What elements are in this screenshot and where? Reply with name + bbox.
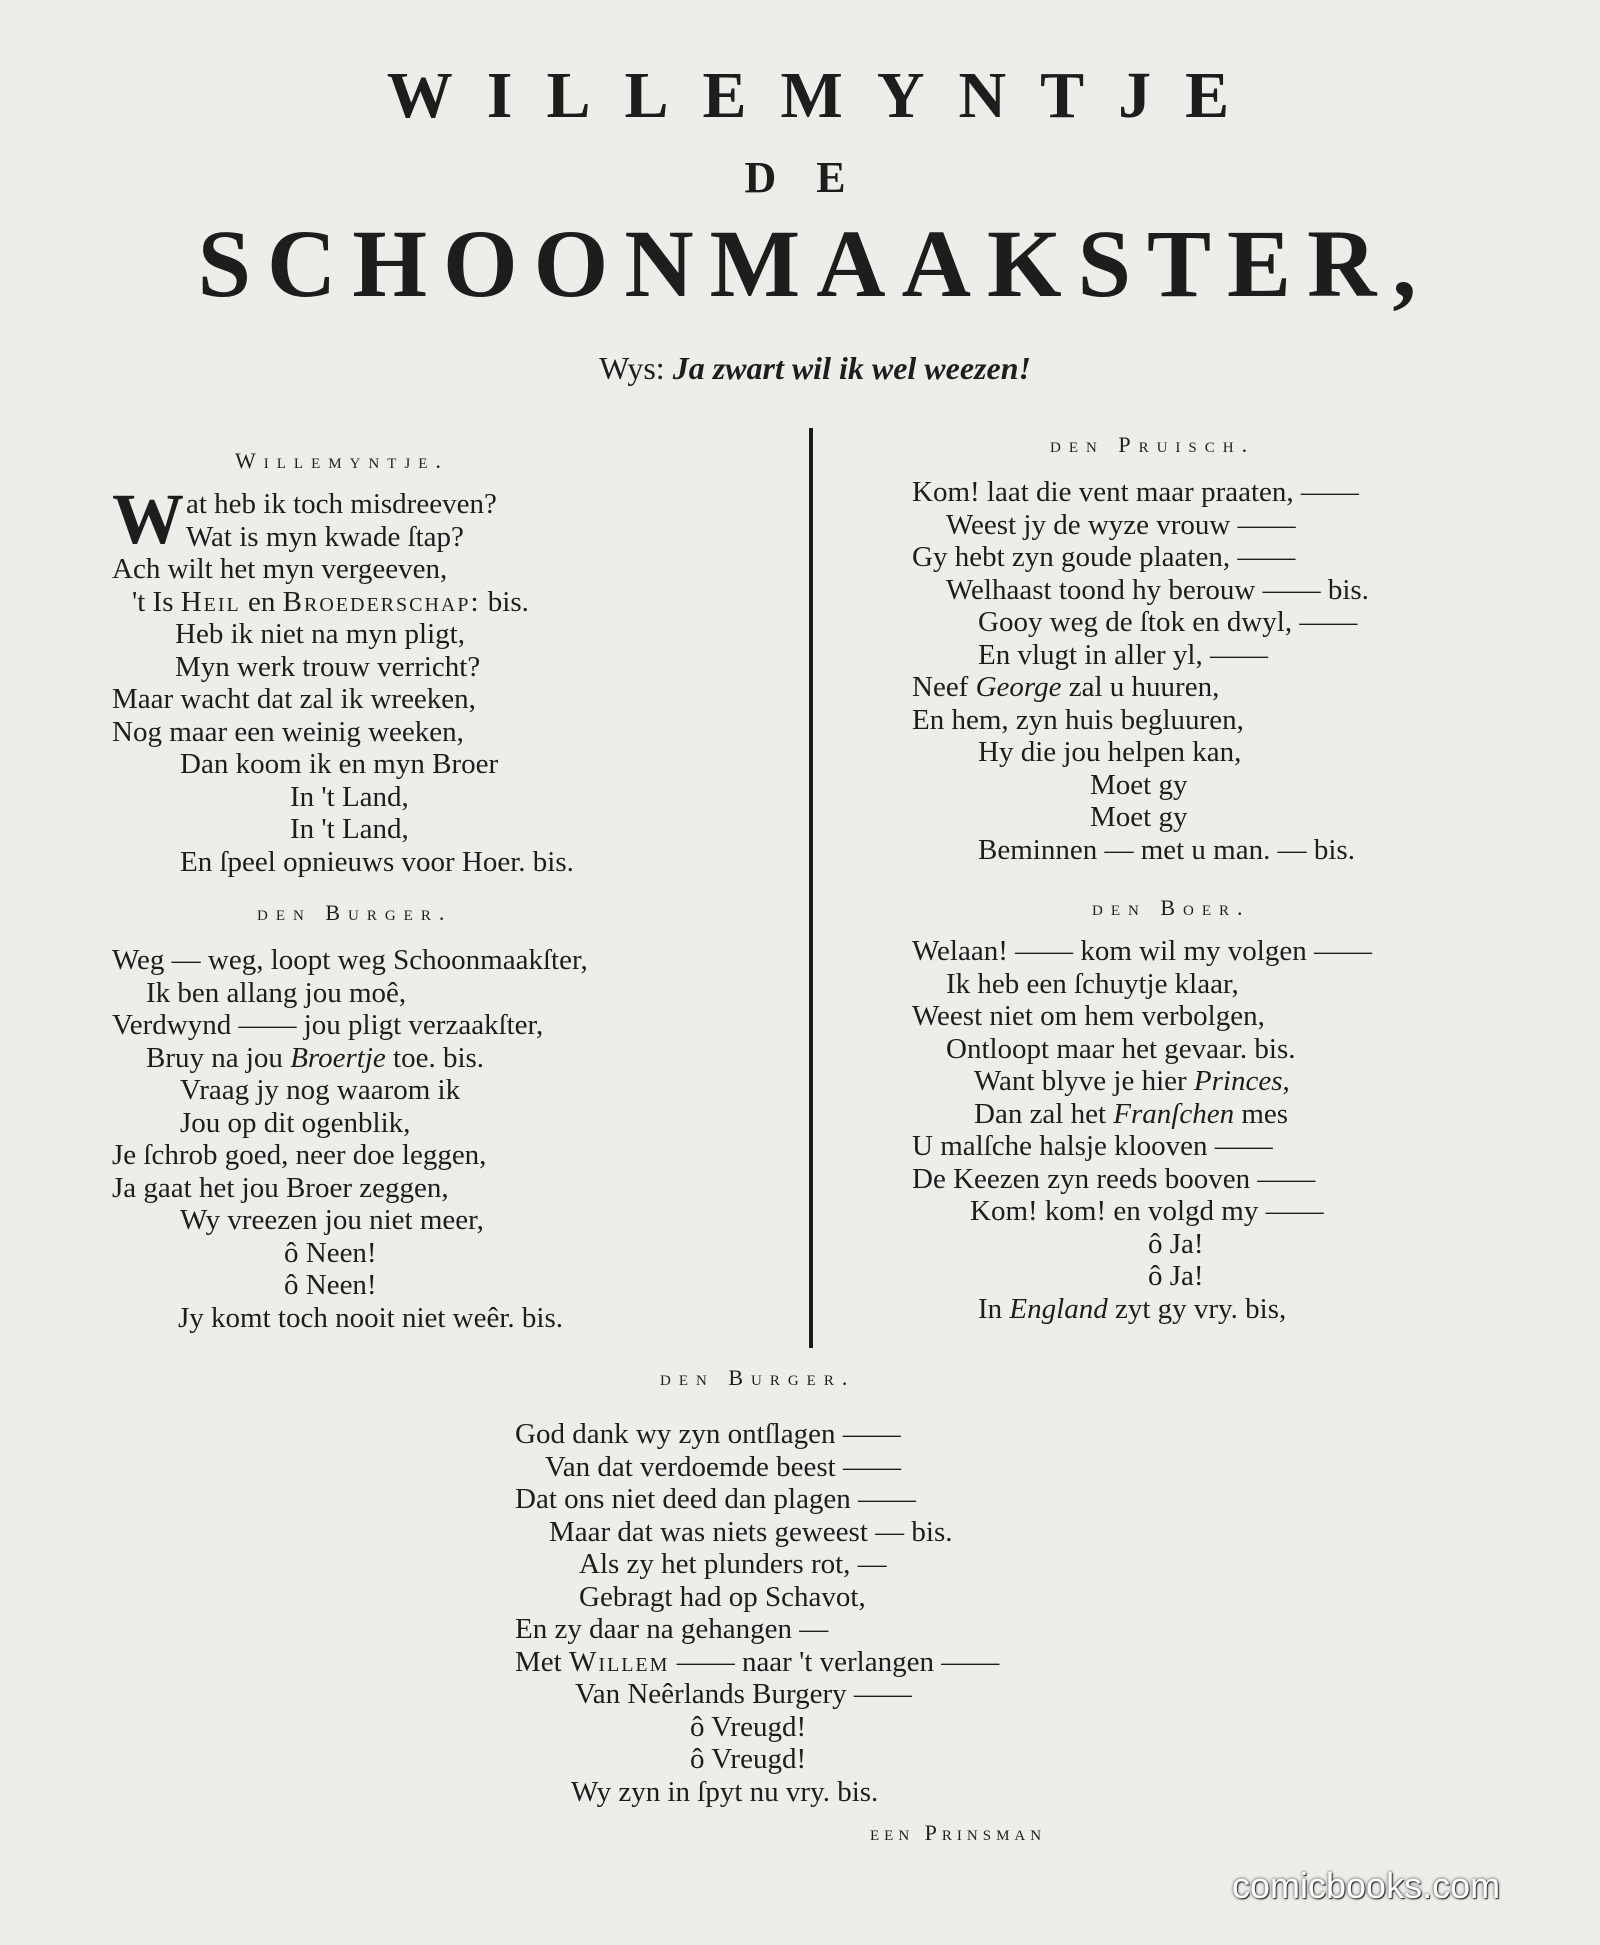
verse-line: Hy die jou helpen kan,: [978, 736, 1242, 768]
verse-text: en: [240, 585, 283, 618]
verse-line: Jou op dit ogenblik,: [180, 1106, 411, 1139]
title-line-3: SCHOONMAAKSTER,: [197, 210, 1433, 317]
verse-line: En ſpeel opnieuws voor Hoer. bis.: [180, 845, 574, 878]
verse-line: Gy hebt zyn goude plaaten, ——: [912, 541, 1296, 573]
speaker-heading-pruisch: [1050, 432, 1255, 458]
verse-line: Welaan! —— kom wil my volgen ——: [912, 935, 1372, 967]
verse-line: Als zy het plunders rot, —: [579, 1548, 887, 1580]
verse-text: Heil: [180, 585, 241, 618]
watermark: comicbooks.com: [1232, 1865, 1501, 1906]
verse-line: Gebragt had op Schavot,: [579, 1580, 866, 1613]
verse-text: zal u huuren,: [1061, 671, 1220, 703]
verse-line: Ontloopt maar het gevaar. bis.: [946, 1032, 1296, 1065]
stanza-boer: [912, 935, 1472, 1325]
verse-line: Ik ben allang jou moê,: [146, 976, 407, 1009]
verse-text: England: [1009, 1292, 1108, 1325]
verse-line: [912, 1098, 1472, 1131]
verse-line: Kom! kom! en volgd my ——: [970, 1195, 1324, 1227]
verse-line: Weest jy de wyze vrouw ——: [946, 508, 1296, 541]
verse-line: [515, 1646, 1075, 1679]
left-column: [112, 448, 712, 1334]
verse-line: En hem, zyn huis begluuren,: [912, 703, 1244, 736]
verse-text: George: [975, 671, 1062, 703]
verse-line: ô Ja!: [1148, 1260, 1204, 1292]
stanza-willemyntje: [112, 479, 712, 878]
verse-line: Maar wacht dat zal ik wreeken,: [112, 683, 476, 715]
verse-line: Van Neêrlands Burgery ——: [575, 1678, 912, 1710]
speaker-heading-burger-2: [660, 1365, 855, 1391]
title-line-2: DE: [744, 153, 886, 202]
verse-line: ô Neen!: [284, 1269, 377, 1301]
verse-text: ,: [1282, 1065, 1290, 1097]
verse-line: ô Vreugd!: [690, 1743, 807, 1775]
title-line-1: WILLEMYNTJE: [386, 59, 1264, 132]
verse-text: Bruy na jou: [146, 1041, 291, 1074]
verse-line: God dank wy zyn ontſlagen ——: [515, 1418, 901, 1450]
verse-text: toe. bis.: [385, 1041, 485, 1074]
verse-line: [912, 1065, 1472, 1098]
verse-line: Kom! laat die vent maar praaten, ——: [912, 476, 1359, 508]
verse-line: Vraag jy nog waarom ik: [180, 1074, 461, 1106]
verse-line: Beminnen — met u man. — bis.: [978, 833, 1355, 866]
signature: een Prinsman: [870, 1820, 1047, 1845]
verse-line: Verdwynd —— jou pligt verzaakſter,: [112, 1009, 544, 1041]
verse-text: Met: [515, 1645, 569, 1678]
speaker-heading: den Pruisch.: [1050, 432, 1256, 457]
speaker-heading: Willemyntje.: [235, 448, 449, 473]
verse-line: ô Ja!: [1148, 1227, 1204, 1260]
verse-text: Neef: [912, 671, 976, 703]
verse-line: [112, 586, 712, 619]
verse-line: Wy zyn in ſpyt nu vry. bis.: [571, 1775, 879, 1808]
verse-line: Dan koom ik en myn Broer: [180, 748, 499, 780]
verse-line: Myn werk trouw verricht?: [175, 650, 481, 683]
verse-text: Want blyve je hier: [974, 1065, 1194, 1097]
verse-line: Wat is myn kwade ſtap?: [186, 520, 464, 553]
verse-text: Dan zal het: [974, 1097, 1114, 1130]
verse-text: In: [978, 1292, 1010, 1325]
verse-line: De Keezen zyn reeds booven ——: [912, 1162, 1316, 1195]
verse-line: U malſche halsje klooven ——: [912, 1130, 1273, 1162]
verse-line: Welhaast toond hy berouw —— bis.: [946, 573, 1369, 606]
verse-line: In 't Land,: [290, 780, 409, 813]
verse-text: Princes: [1193, 1065, 1283, 1097]
verse-text: bis.: [480, 585, 529, 618]
stanza-pruisch: [912, 476, 1472, 866]
verse-line: Van dat verdoemde beest ——: [545, 1450, 901, 1483]
verse-line: at heb ik toch misdreeven?: [186, 488, 497, 520]
column-divider: [809, 428, 813, 1348]
verse-line: Weg — weg, loopt weg Schoonmaakſter,: [112, 944, 588, 976]
verse-text: Willem: [568, 1645, 670, 1678]
verse-line: Ach wilt het myn vergeeven,: [112, 553, 448, 585]
verse-line: Nog maar een weinig weeken,: [112, 715, 464, 748]
verse-text: zyt gy vry. bis,: [1107, 1292, 1287, 1325]
verse-line: [912, 671, 1472, 704]
verse-line: Je ſchrob goed, neer doe leggen,: [112, 1139, 487, 1171]
verse-line: Moet gy: [1090, 801, 1188, 833]
speaker-heading-boer: [1092, 895, 1251, 921]
verse-line: Maar dat was niets geweest — bis.: [549, 1515, 953, 1548]
speaker-heading: den Burger.: [660, 1365, 856, 1390]
verse-line: Ik heb een ſchuytje klaar,: [946, 967, 1239, 1000]
verse-line: En zy daar na gehangen —: [515, 1613, 829, 1645]
verse-line: Dat ons niet deed dan plagen ——: [515, 1483, 917, 1515]
verse-line: [912, 1293, 1472, 1326]
tune-name: Ja zwart wil ik wel weezen!: [672, 350, 1031, 386]
verse-line: En vlugt in aller yl, ——: [978, 638, 1268, 671]
tune-line: [599, 350, 1031, 387]
verse-text: Broederschap:: [282, 585, 481, 618]
verse-text: mes: [1234, 1097, 1289, 1130]
verse-line: ô Neen!: [284, 1236, 377, 1269]
speaker-heading: den Boer.: [1092, 895, 1251, 920]
verse-line: Heb ik niet na myn pligt,: [175, 618, 465, 650]
tune-label: Wys:: [599, 350, 665, 386]
verse-text: 't Is: [132, 585, 181, 618]
verse-line: Wy vreezen jou niet meer,: [180, 1204, 484, 1236]
verse-line: [112, 1042, 712, 1075]
verse-text: —— naar 't verlangen ——: [669, 1645, 1000, 1678]
speaker-heading: den Burger.: [257, 900, 453, 925]
verse-line: In 't Land,: [290, 813, 409, 845]
verse-text: Broertje: [290, 1041, 386, 1074]
verse-text: Franſchen: [1113, 1097, 1235, 1130]
verse-line: Moet gy: [1090, 768, 1188, 801]
verse-line: Gooy weg de ſtok en dwyl, ——: [978, 606, 1358, 638]
verse-line: Weest niet om hem verbolgen,: [912, 1000, 1265, 1032]
drop-cap: W: [112, 479, 184, 559]
verse-line: Jy komt toch nooit niet weêr. bis.: [178, 1301, 564, 1334]
verse-line: Ja gaat het jou Broer zeggen,: [112, 1171, 449, 1204]
stanza-burger-final: [515, 1418, 1075, 1808]
stanza-burger: [112, 944, 712, 1334]
verse-line: ô Vreugd!: [690, 1710, 807, 1743]
